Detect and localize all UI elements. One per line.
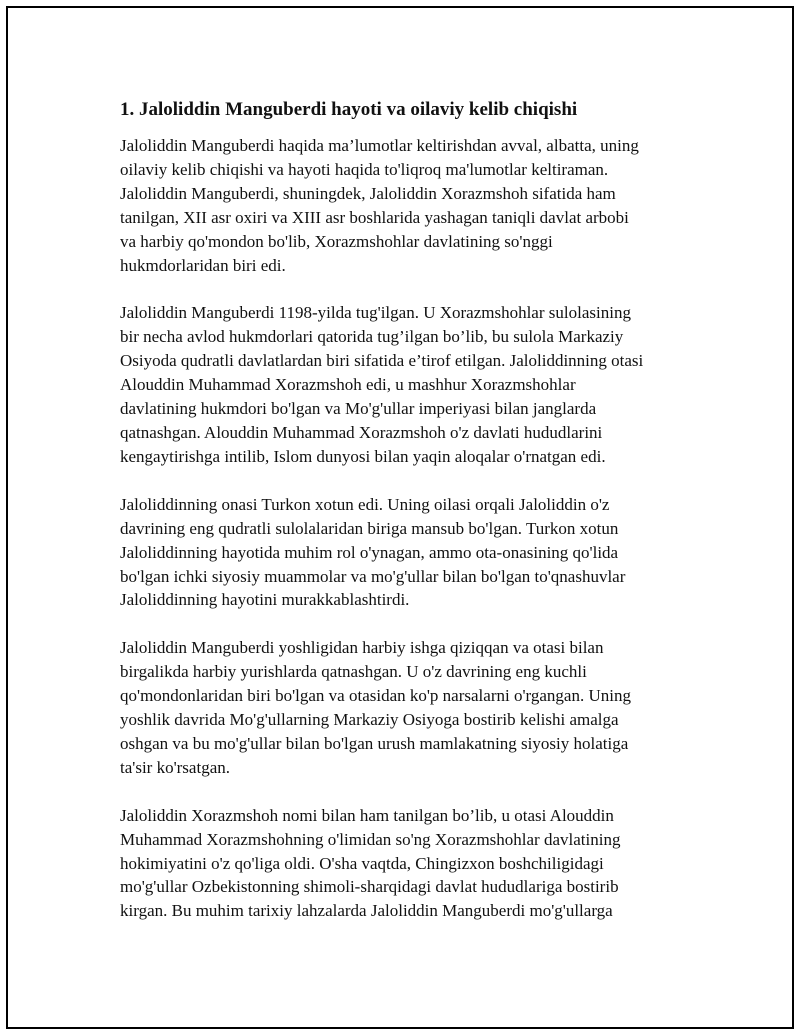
- page-frame: [6, 6, 794, 1029]
- paragraph: [120, 301, 700, 468]
- text-line: oilaviy kelib chiqishi va hayoti haqida to'liqroq ma'lumotlar keltiraman.: [120, 159, 609, 179]
- paragraph: [120, 493, 700, 613]
- text-line: Jaloliddin Manguberdi haqida ma’lumotlar keltirishdan avval, albatta, uning: [120, 136, 639, 155]
- text-line: Alouddin Muhammad Xorazmshoh edi, u mashhur Xorazmshohlar: [120, 375, 576, 395]
- text-line: hokimiyatini o'z qo'liga oldi. O'sha vaqtda, Chingizxon boshchiligidagi: [120, 853, 604, 873]
- text-line: Osiyoda qudratli davlatlardan biri sifatida e’tirof etilgan. Jaloliddinning otasi: [120, 351, 644, 371]
- text-line: tanilgan, XII asr oxiri va XIII asr boshlarida yashagan taniqli davlat arbobi: [120, 207, 629, 227]
- text-line: Jaloliddin Manguberdi, shuningdek, Jaloliddin Xorazmshoh sifatida ham: [120, 183, 616, 203]
- text-line: qatnashgan. Alouddin Muhammad Xorazmshoh o'z davlati hududlarini: [120, 422, 603, 442]
- text-line: davlatining hukmdori bo'lgan va Mo'g'ullar imperiyasi bilan janglarda: [120, 399, 597, 419]
- text-line: qo'mondonlaridan biri bo'lgan va otasidan ko'p narsalarni o'rgangan. Uning: [120, 686, 631, 706]
- text-line: mo'g'ullar Ozbekistonning shimoli-sharqidagi davlat hududlariga bostirib: [120, 877, 619, 897]
- paragraph: [120, 636, 700, 779]
- text-line: yoshlik davrida Mo'g'ullarning Markaziy Osiyoga bostirib kelishi amalga: [120, 710, 619, 730]
- paragraphs-container: [120, 134, 700, 923]
- text-line: davrining eng qudratli sulolalaridan biriga mansub bo'lgan. Turkon xotun: [120, 518, 619, 538]
- text-line: kirgan. Bu muhim tarixiy lahzalarda Jaloliddin Manguberdi mo'g'ullarga: [120, 901, 613, 921]
- paragraph: [120, 134, 700, 277]
- paragraph: [120, 804, 700, 924]
- text-line: Jaloliddinning hayotida muhim rol o'ynagan, ammo ota-onasining qo'lida: [120, 542, 619, 562]
- text-line: bo'lgan ichki siyosiy muammolar va mo'g'ullar bilan bo'lgan to'qnashuvlar: [120, 566, 626, 586]
- text-line: va harbiy qo'mondon bo'lib, Xorazmshohlar davlatining so'nggi: [120, 231, 553, 251]
- text-line: kengaytirishga intilib, Islom dunyosi bilan yaqin aloqalar o'rnatgan edi.: [120, 446, 606, 466]
- text-line: Jaloliddin Xorazmshoh nomi bilan ham tanilgan bo’lib, u otasi Alouddin: [120, 805, 614, 825]
- text-line: oshgan va bu mo'g'ullar bilan bo'lgan urush mamlakatning siyosiy holatiga: [120, 733, 629, 753]
- text-line: ta'sir ko'rsatgan.: [120, 757, 230, 777]
- document-title: 1. Jaloliddin Manguberdi hayoti va oilaviy kelib chiqishi: [120, 99, 578, 120]
- text-line: birgalikda harbiy yurishlarda qatnashgan. U o'z davrining eng kuchli: [120, 662, 587, 682]
- text-line: Jaloliddinning hayotini murakkablashtirdi.: [120, 590, 410, 610]
- text-line: Jaloliddin Manguberdi 1198-yilda tug'ilgan. U Xorazmshohlar sulolasining: [120, 303, 631, 323]
- document-body: [120, 98, 700, 947]
- text-line: hukmdorlaridan biri edi.: [120, 255, 286, 275]
- text-line: Jaloliddinning onasi Turkon xotun edi. Uning oilasi orqali Jaloliddin o'z: [120, 494, 610, 514]
- text-line: Jaloliddin Manguberdi yoshligidan harbiy ishga qiziqqan va otasi bilan: [120, 638, 604, 658]
- text-line: Muhammad Xorazmshohning o'limidan so'ng Xorazmshohlar davlatining: [120, 829, 621, 849]
- text-line: bir necha avlod hukmdorlari qatorida tug’ilgan bo’lib, bu sulola Markaziy: [120, 327, 624, 347]
